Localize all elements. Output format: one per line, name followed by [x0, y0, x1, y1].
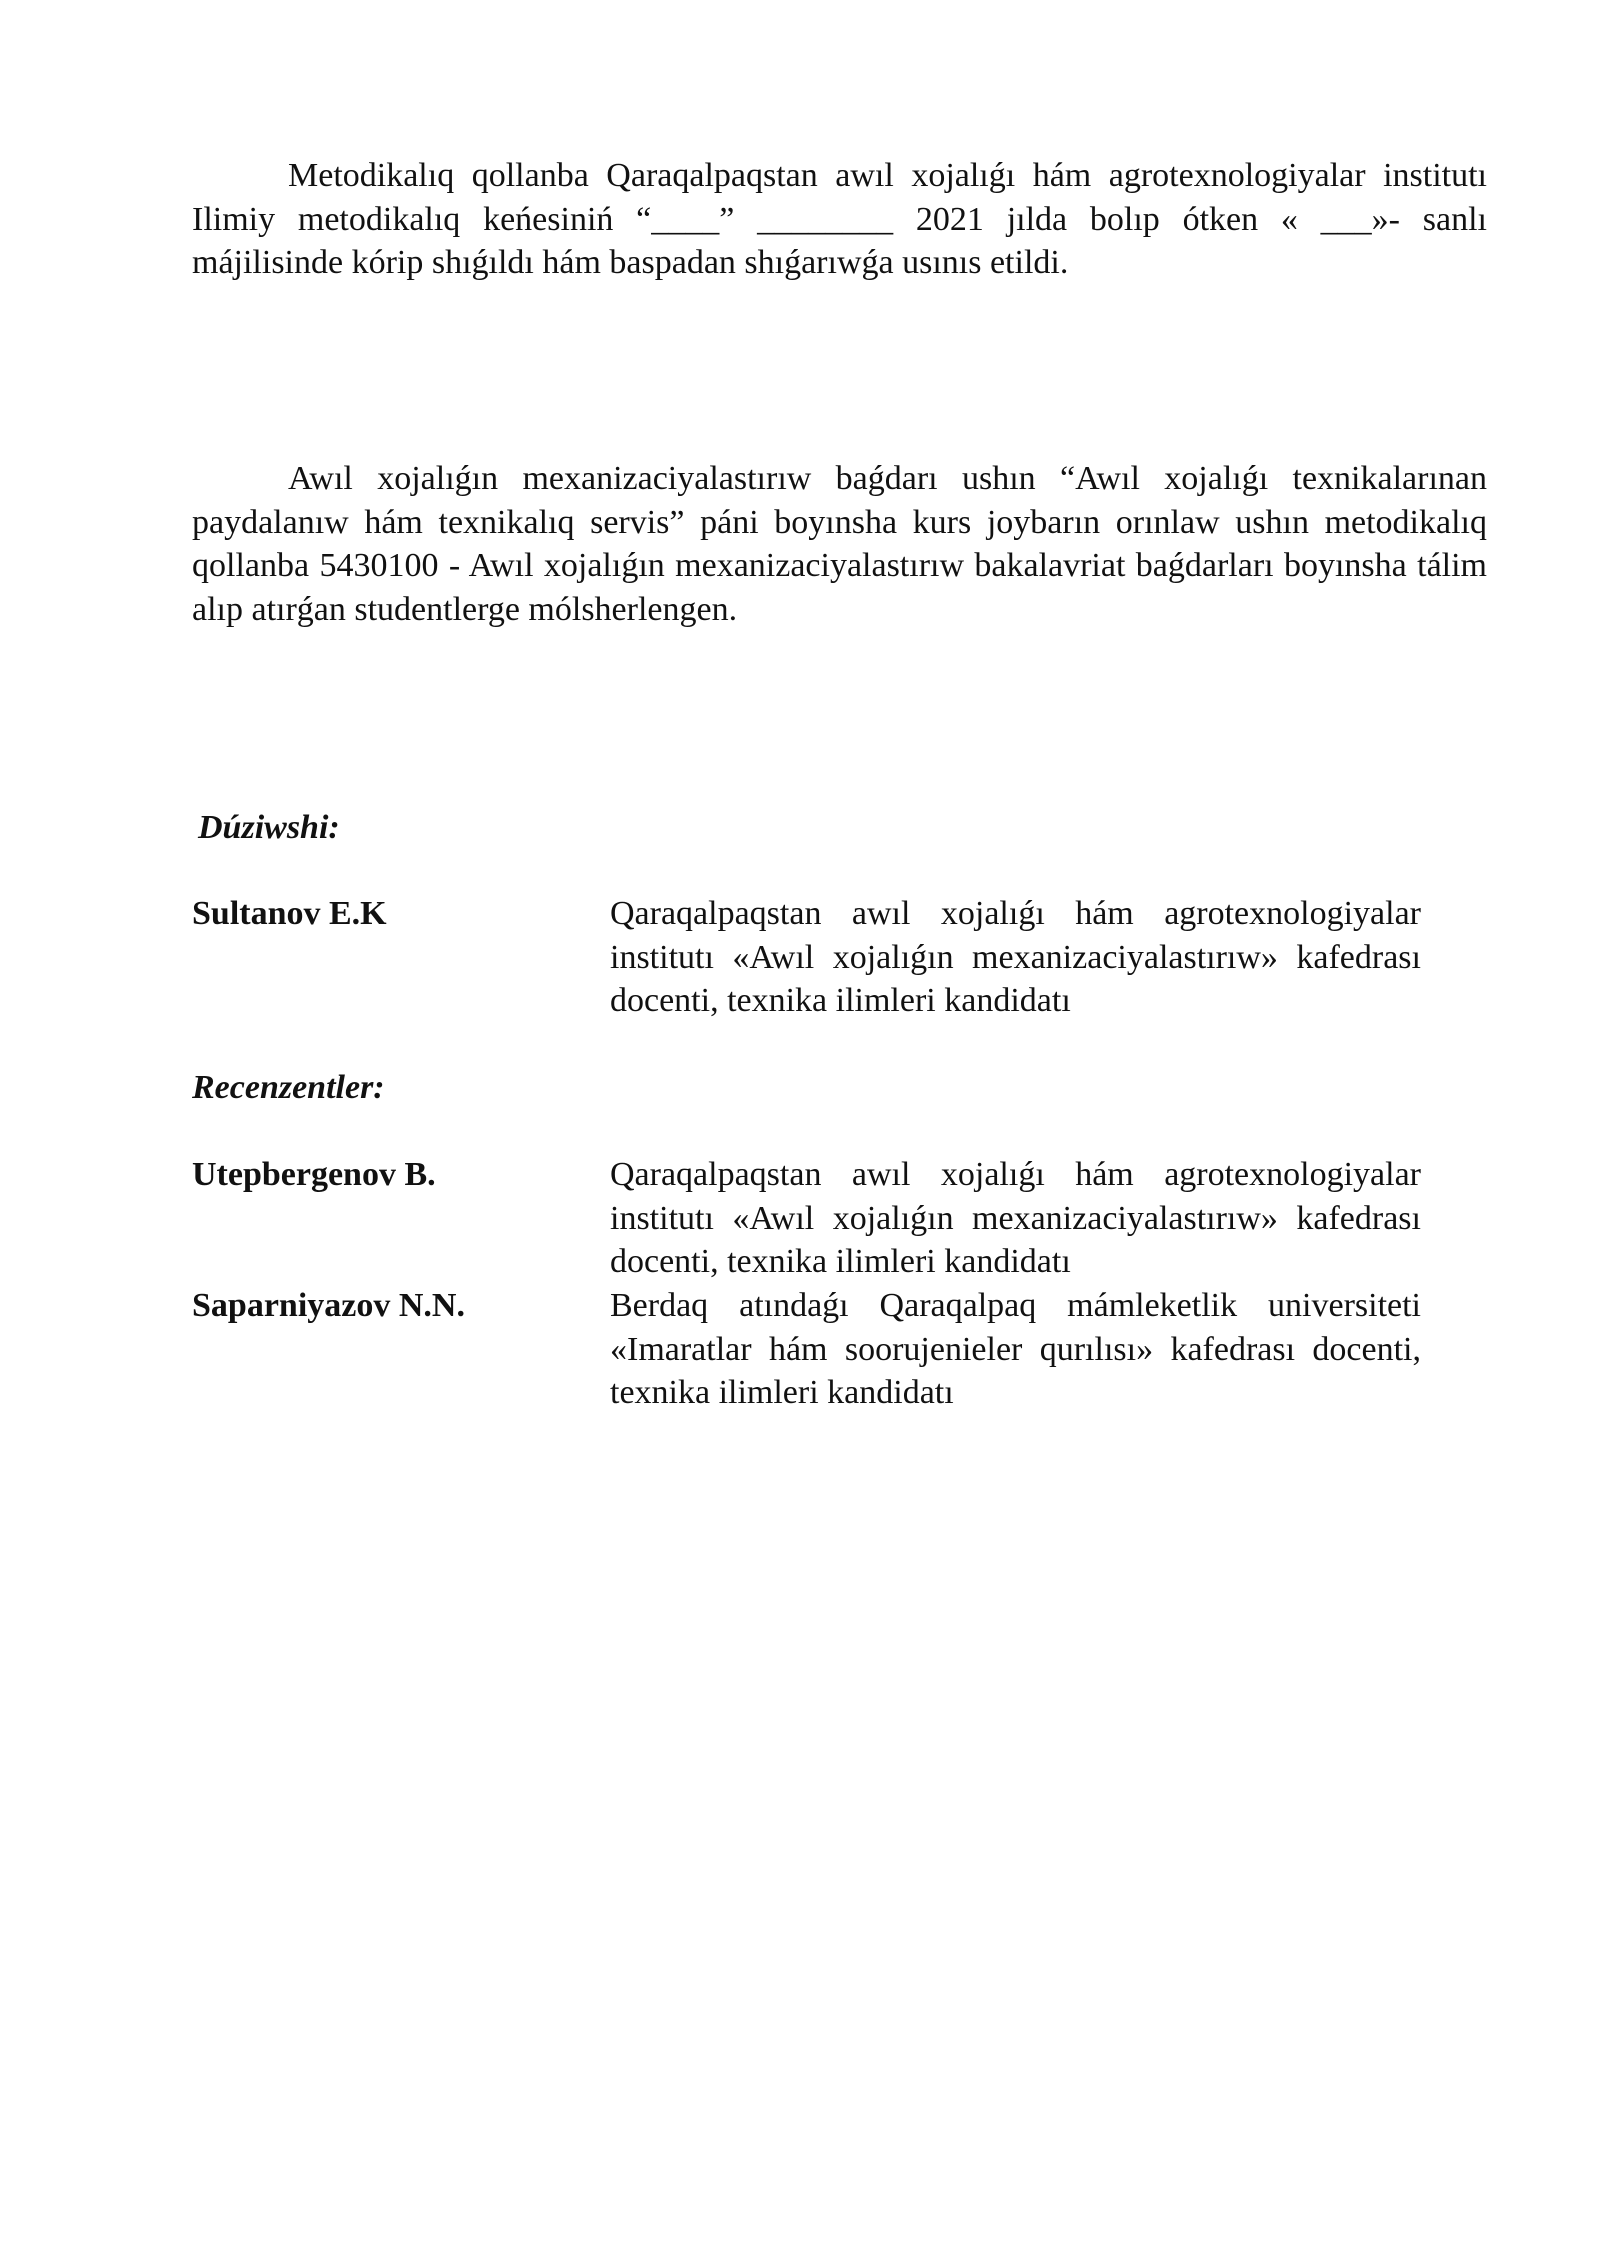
- purpose-paragraph: Awıl xojalıǵın mexanizaciyalastırıw baǵdarı ushın “Awıl xojalıǵı texnikalarınan paydalanıw hám texnikalıq servis” páni boyınsha kurs joybarın orınlaw ushın metodikalıq qollanba 5430100 - Awıl xojalıǵın mexanizaciyalastırıw bakalavriat baǵdarları boyınsha tálim alıp atırǵan studentlerge mólsherlengen.: [192, 460, 1487, 628]
- approval-paragraph: Metodikalıq qollanba Qaraqalpaqstan awıl xojalıǵı hám agrotexnologiyalar institutı Ilimiy metodikalıq keńesiniń “____” ________ 2021 jılda bolıp ótken « ___»- sanlı májilisinde kórip shıǵıldı hám baspadan shıǵarıwǵa usınıs etildi.: [192, 157, 1487, 281]
- reviewer-affiliation: Berdaq atındaǵı Qaraqalpaq mámleketlik universiteti «Imaratlar hám soorujenieler qurılısı» kafedrası docenti, texnika ilimleri kandidatı: [610, 1287, 1421, 1411]
- compiler-heading: Dúziwshi:: [198, 809, 340, 846]
- reviewers-heading: Recenzentler:: [192, 1069, 385, 1106]
- compiler-affiliation: Qaraqalpaqstan awıl xojalıǵı hám agrotexnologiyalar institutı «Awıl xojalıǵın mexanizaciyalastırıw» kafedrası docenti, texnika ilimleri kandidatı: [610, 895, 1421, 1019]
- reviewer-name: Saparniyazov N.N.: [192, 1287, 465, 1324]
- reviewer-affiliation: Qaraqalpaqstan awıl xojalıǵı hám agrotexnologiyalar institutı «Awıl xojalıǵın mexanizaciyalastırıw» kafedrası docenti, texnika ilimleri kandidatı: [610, 1156, 1421, 1280]
- reviewer-name: Utepbergenov B.: [192, 1156, 436, 1193]
- compiler-name: Sultanov E.K: [192, 895, 387, 932]
